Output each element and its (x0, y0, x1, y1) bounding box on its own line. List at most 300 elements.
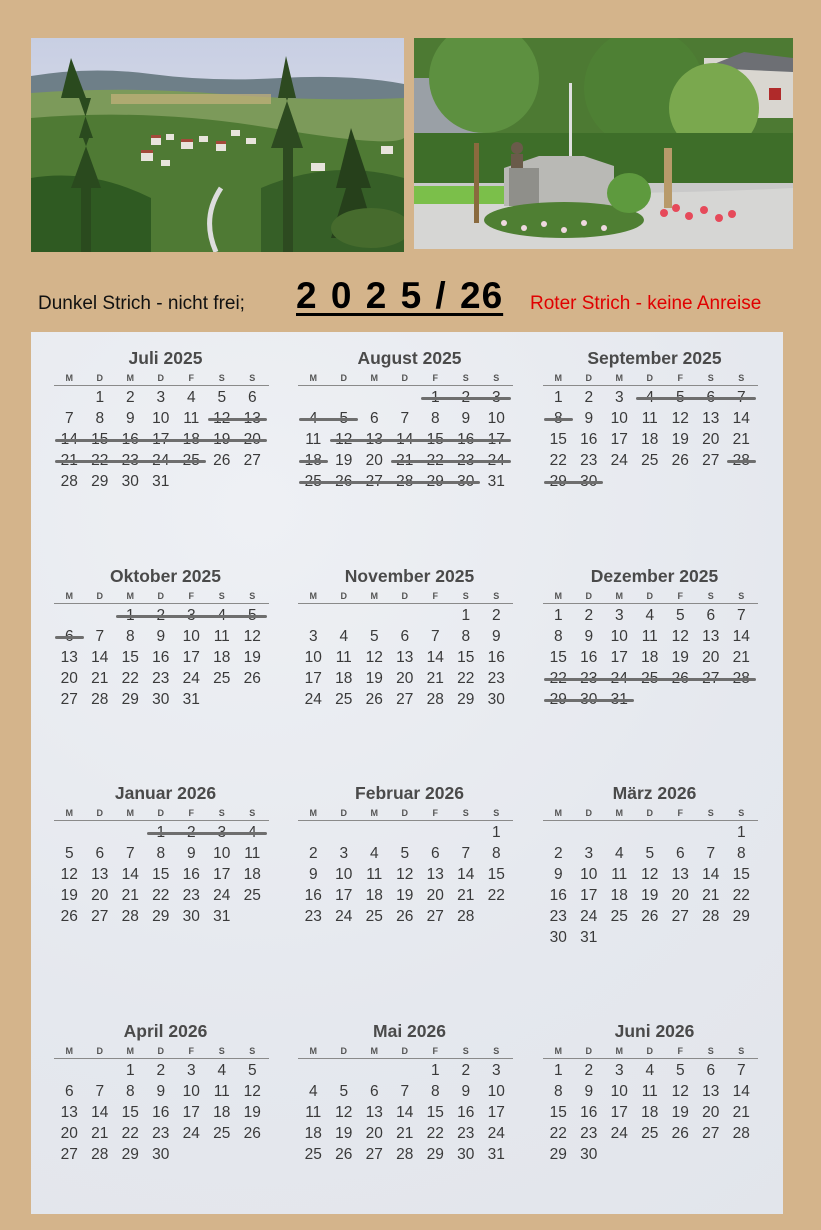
day-cell: 2 (125, 389, 135, 406)
day-cell: 1 (461, 607, 471, 624)
day-cell: 3 (614, 389, 624, 406)
day-cell: 24 (182, 670, 200, 687)
day-cell: 28 (91, 1146, 109, 1163)
day-cell: 30 (549, 929, 567, 946)
day-cell: 22 (549, 452, 567, 469)
day-cell: 7 (736, 607, 746, 624)
weekday-label: D (585, 373, 592, 383)
day-cell: 19 (335, 452, 353, 469)
weekday-label: D (157, 591, 164, 601)
weekday-label: D (157, 1046, 164, 1056)
month-6 (54, 782, 269, 927)
day-cell: 11 (335, 649, 352, 666)
day-cell: 10 (304, 649, 322, 666)
day-cell: 27 (426, 908, 444, 925)
weekday-header (298, 1045, 513, 1059)
weekday-label: S (493, 1046, 500, 1056)
day-cell: 15 (121, 1104, 139, 1121)
day-cell: 11 (213, 1083, 230, 1100)
weekday-label: F (677, 591, 683, 601)
weekday-label: S (218, 591, 225, 601)
day-cell: 20 (365, 1125, 383, 1142)
weekday-header (298, 590, 513, 604)
day-cell: 30 (457, 1146, 475, 1163)
day-cell: 3 (614, 1062, 624, 1079)
day-cell: 10 (487, 410, 505, 427)
day-cell: 4 (339, 628, 349, 645)
day-grid (54, 1060, 269, 1165)
weekday-label: M (65, 808, 73, 818)
day-cell: 20 (671, 887, 689, 904)
weekday-label: F (677, 808, 683, 818)
weekday-label: D (340, 1046, 347, 1056)
day-cell: 15 (152, 866, 170, 883)
day-cell: 18 (243, 866, 261, 883)
day-cell: 11 (641, 410, 658, 427)
day-cell: 5 (64, 845, 74, 862)
day-cell: 11 (366, 866, 383, 883)
weekday-label: F (188, 373, 194, 383)
blocked-strike (727, 460, 756, 463)
day-cell: 19 (671, 1104, 689, 1121)
day-cell: 4 (614, 845, 624, 862)
day-cell: 24 (610, 452, 628, 469)
day-cell: 14 (732, 628, 750, 645)
day-cell: 9 (186, 845, 196, 862)
day-cell: 20 (365, 452, 383, 469)
weekday-label: M (370, 1046, 378, 1056)
day-cell: 20 (702, 649, 720, 666)
day-cell: 13 (60, 649, 78, 666)
day-cell: 25 (335, 691, 353, 708)
day-cell: 12 (60, 866, 78, 883)
blocked-strike (299, 460, 328, 463)
day-cell: 29 (732, 908, 750, 925)
weekday-label: S (738, 373, 745, 383)
day-cell: 23 (549, 908, 567, 925)
day-cell: 12 (671, 1083, 689, 1100)
day-cell: 24 (335, 908, 353, 925)
weekday-label: M (309, 591, 317, 601)
day-cell: 8 (553, 628, 563, 645)
day-cell: 21 (732, 1104, 750, 1121)
day-cell: 8 (736, 845, 746, 862)
blocked-strike (544, 699, 634, 702)
day-cell: 9 (553, 866, 563, 883)
day-cell: 25 (213, 1125, 231, 1142)
month-title: November 2025 (344, 566, 475, 586)
day-cell: 24 (182, 1125, 200, 1142)
weekday-label: M (309, 808, 317, 818)
day-cell: 10 (182, 1083, 200, 1100)
day-cell: 16 (304, 887, 322, 904)
weekday-label: D (340, 808, 347, 818)
day-cell: 23 (304, 908, 322, 925)
day-cell: 27 (60, 691, 78, 708)
day-cell: 9 (491, 628, 501, 645)
day-cell: 26 (213, 452, 231, 469)
day-cell: 25 (304, 1146, 322, 1163)
day-cell: 28 (702, 908, 720, 925)
day-cell: 28 (457, 908, 475, 925)
day-cell: 27 (60, 1146, 78, 1163)
day-cell: 22 (487, 887, 505, 904)
weekday-label: D (96, 591, 103, 601)
day-cell: 16 (487, 649, 505, 666)
day-cell: 17 (487, 1104, 505, 1121)
day-cell: 18 (304, 1125, 322, 1142)
day-cell: 19 (641, 887, 659, 904)
blocked-strike (544, 418, 573, 421)
blocked-strike (421, 397, 511, 400)
day-cell: 26 (365, 691, 383, 708)
legend-red-strike: Roter Strich - keine Anreise (530, 293, 762, 314)
month-title: März 2026 (612, 783, 697, 803)
blocked-strike (299, 418, 358, 421)
day-cell: 15 (549, 649, 567, 666)
day-cell: 7 (706, 845, 716, 862)
weekday-label: M (126, 591, 134, 601)
day-cell: 7 (430, 628, 440, 645)
day-cell: 15 (426, 1104, 444, 1121)
day-cell: 7 (95, 1083, 105, 1100)
day-cell: 20 (702, 1104, 720, 1121)
day-cell: 18 (213, 1104, 231, 1121)
day-cell: 30 (152, 1146, 170, 1163)
day-cell: 8 (125, 628, 135, 645)
day-cell: 30 (580, 1146, 598, 1163)
day-cell: 28 (396, 1146, 414, 1163)
month-title: August 2025 (357, 348, 462, 368)
day-cell: 10 (152, 410, 170, 427)
empty-cell (390, 822, 421, 843)
empty-cell (665, 822, 696, 843)
weekday-label: M (554, 808, 562, 818)
day-cell: 22 (121, 1125, 139, 1142)
day-cell: 10 (580, 866, 598, 883)
legend-dark-strike: Dunkel Strich - nicht frei; (38, 293, 245, 314)
day-cell: 12 (671, 410, 689, 427)
day-cell: 23 (457, 1125, 475, 1142)
day-cell: 7 (95, 628, 105, 645)
day-cell: 20 (60, 670, 78, 687)
day-cell: 31 (580, 929, 598, 946)
weekday-label: M (126, 373, 134, 383)
day-cell: 11 (641, 628, 658, 645)
weekday-label: D (340, 373, 347, 383)
day-cell: 9 (156, 628, 166, 645)
day-cell: 15 (487, 866, 505, 883)
day-cell: 10 (335, 866, 353, 883)
day-cell: 14 (91, 1104, 109, 1121)
day-cell: 10 (610, 628, 628, 645)
weekday-header (298, 807, 513, 821)
day-cell: 27 (702, 452, 720, 469)
day-cell: 3 (614, 607, 624, 624)
day-cell: 17 (610, 1104, 628, 1121)
weekday-label: M (65, 1046, 73, 1056)
day-cell: 17 (182, 649, 200, 666)
day-cell: 8 (491, 845, 501, 862)
weekday-label: D (340, 591, 347, 601)
day-cell: 15 (549, 431, 567, 448)
empty-cell (298, 605, 329, 626)
day-cell: 3 (339, 845, 349, 862)
day-cell: 6 (400, 628, 410, 645)
day-cell: 2 (584, 607, 594, 624)
month-title: Juli 2025 (128, 348, 203, 368)
blocked-strike (55, 636, 84, 639)
day-cell: 16 (182, 866, 200, 883)
month-5 (543, 565, 758, 710)
weekday-label: D (96, 808, 103, 818)
empty-cell (635, 822, 666, 843)
calendar-sheet (31, 332, 783, 1214)
month-title: Dezember 2025 (590, 566, 719, 586)
weekday-label: F (432, 1046, 438, 1056)
empty-cell (390, 605, 421, 626)
day-cell: 3 (584, 845, 594, 862)
day-cell: 25 (365, 908, 383, 925)
weekday-label: F (677, 1046, 683, 1056)
day-cell: 26 (335, 1146, 353, 1163)
day-cell: 23 (580, 1125, 598, 1142)
day-cell: 14 (457, 866, 475, 883)
month-1 (298, 347, 513, 492)
empty-cell (54, 387, 85, 408)
day-grid (543, 1060, 758, 1165)
day-grid (54, 822, 269, 927)
empty-cell (574, 822, 605, 843)
day-cell: 3 (186, 1062, 196, 1079)
weekday-label: M (554, 1046, 562, 1056)
weekday-label: S (738, 808, 745, 818)
day-cell: 11 (641, 1083, 658, 1100)
day-cell: 11 (305, 431, 322, 448)
blocked-strike (391, 460, 511, 463)
day-cell: 23 (152, 1125, 170, 1142)
weekday-label: F (432, 591, 438, 601)
day-cell: 11 (611, 866, 628, 883)
day-cell: 18 (213, 649, 231, 666)
day-cell: 11 (213, 628, 230, 645)
fountain-square-photo (414, 38, 793, 249)
weekday-label: M (370, 373, 378, 383)
day-cell: 30 (487, 691, 505, 708)
month-title: Oktober 2025 (110, 566, 221, 586)
weekday-label: F (432, 808, 438, 818)
blocked-strike (55, 460, 206, 463)
day-cell: 15 (549, 1104, 567, 1121)
day-cell: 15 (457, 649, 475, 666)
weekday-label: F (432, 373, 438, 383)
weekday-label: D (646, 373, 653, 383)
day-cell: 9 (584, 1083, 594, 1100)
empty-cell (85, 605, 116, 626)
day-cell: 13 (702, 1083, 720, 1100)
day-cell: 5 (675, 607, 685, 624)
day-cell: 13 (365, 1104, 383, 1121)
day-cell: 16 (152, 1104, 170, 1121)
day-cell: 9 (125, 410, 135, 427)
day-cell: 7 (400, 410, 410, 427)
day-cell: 15 (732, 866, 750, 883)
month-title: Februar 2026 (355, 783, 464, 803)
day-cell: 16 (580, 649, 598, 666)
weekday-label: S (249, 808, 256, 818)
empty-cell (329, 605, 360, 626)
day-cell: 22 (732, 887, 750, 904)
day-cell: 10 (610, 410, 628, 427)
day-cell: 3 (308, 628, 318, 645)
day-cell: 19 (396, 887, 414, 904)
day-cell: 22 (121, 670, 139, 687)
weekday-label: D (585, 591, 592, 601)
day-cell: 8 (430, 410, 440, 427)
empty-cell (420, 605, 451, 626)
day-grid (543, 605, 758, 710)
empty-cell (359, 605, 390, 626)
day-cell: 17 (610, 431, 628, 448)
day-cell: 20 (396, 670, 414, 687)
weekday-label: S (493, 373, 500, 383)
day-grid (54, 605, 269, 710)
day-cell: 6 (64, 1083, 74, 1100)
weekday-header (54, 1045, 269, 1059)
day-cell: 14 (732, 410, 750, 427)
blocked-strike (544, 678, 756, 681)
month-title: Januar 2026 (114, 783, 217, 803)
day-cell: 16 (580, 1104, 598, 1121)
empty-cell (54, 1060, 85, 1081)
day-cell: 16 (457, 1104, 475, 1121)
day-cell: 28 (91, 691, 109, 708)
weekday-label: M (554, 591, 562, 601)
day-cell: 9 (461, 410, 471, 427)
day-cell: 13 (91, 866, 109, 883)
weekday-label: M (615, 591, 623, 601)
day-cell: 27 (702, 1125, 720, 1142)
day-cell: 4 (645, 607, 655, 624)
day-cell: 24 (213, 887, 231, 904)
weekday-label: S (707, 591, 714, 601)
day-cell: 27 (396, 691, 414, 708)
blocked-strike (147, 832, 267, 835)
day-cell: 26 (671, 452, 689, 469)
day-cell: 18 (335, 670, 353, 687)
day-cell: 11 (244, 845, 261, 862)
weekday-header (54, 807, 269, 821)
weekday-label: D (401, 808, 408, 818)
day-cell: 9 (584, 410, 594, 427)
day-cell: 29 (152, 908, 170, 925)
weekday-header (298, 372, 513, 386)
weekday-label: S (249, 373, 256, 383)
day-cell: 26 (671, 1125, 689, 1142)
weekday-label: S (462, 373, 469, 383)
day-cell: 5 (247, 1062, 257, 1079)
weekday-header (54, 590, 269, 604)
day-cell: 12 (243, 628, 261, 645)
weekday-label: F (188, 591, 194, 601)
day-cell: 29 (457, 691, 475, 708)
day-cell: 31 (152, 473, 170, 490)
day-cell: 7 (64, 410, 74, 427)
day-cell: 15 (121, 649, 139, 666)
day-cell: 12 (641, 866, 659, 883)
empty-cell (329, 387, 360, 408)
day-cell: 2 (461, 1062, 471, 1079)
day-cell: 19 (335, 1125, 353, 1142)
empty-cell (329, 1060, 360, 1081)
empty-cell (543, 822, 574, 843)
weekday-label: S (738, 591, 745, 601)
day-cell: 3 (491, 1062, 501, 1079)
day-cell: 4 (369, 845, 379, 862)
day-grid (298, 1060, 513, 1165)
day-cell: 21 (121, 887, 139, 904)
weekday-header (543, 372, 758, 386)
weekday-label: M (65, 591, 73, 601)
day-cell: 12 (243, 1083, 261, 1100)
day-cell: 21 (91, 670, 109, 687)
day-cell: 20 (91, 887, 109, 904)
empty-cell (85, 822, 116, 843)
day-cell: 21 (396, 1125, 414, 1142)
day-cell: 17 (213, 866, 231, 883)
day-cell: 6 (430, 845, 440, 862)
blocked-strike (299, 481, 480, 484)
day-cell: 21 (702, 887, 720, 904)
day-cell: 22 (152, 887, 170, 904)
weekday-header (543, 1045, 758, 1059)
day-cell: 21 (91, 1125, 109, 1142)
day-cell: 12 (365, 649, 383, 666)
day-cell: 5 (645, 845, 655, 862)
day-cell: 5 (675, 1062, 685, 1079)
day-cell: 30 (182, 908, 200, 925)
month-2 (543, 347, 758, 492)
day-cell: 2 (308, 845, 318, 862)
day-cell: 21 (732, 649, 750, 666)
day-cell: 16 (580, 431, 598, 448)
empty-cell (359, 822, 390, 843)
empty-cell (390, 1060, 421, 1081)
weekday-label: F (188, 1046, 194, 1056)
day-cell: 22 (426, 1125, 444, 1142)
empty-cell (298, 387, 329, 408)
weekday-label: M (126, 1046, 134, 1056)
weekday-label: S (249, 591, 256, 601)
day-cell: 29 (426, 1146, 444, 1163)
day-cell: 10 (182, 628, 200, 645)
weekday-label: M (309, 1046, 317, 1056)
weekday-label: S (738, 1046, 745, 1056)
day-cell: 27 (243, 452, 261, 469)
blocked-strike (544, 481, 603, 484)
weekday-label: S (218, 1046, 225, 1056)
empty-cell (298, 822, 329, 843)
weekday-label: F (677, 373, 683, 383)
day-cell: 22 (457, 670, 475, 687)
day-cell: 7 (400, 1083, 410, 1100)
empty-cell (359, 387, 390, 408)
day-grid (298, 605, 513, 710)
weekday-header (543, 590, 758, 604)
day-cell: 2 (491, 607, 501, 624)
day-cell: 4 (308, 1083, 318, 1100)
day-cell: 25 (641, 452, 659, 469)
